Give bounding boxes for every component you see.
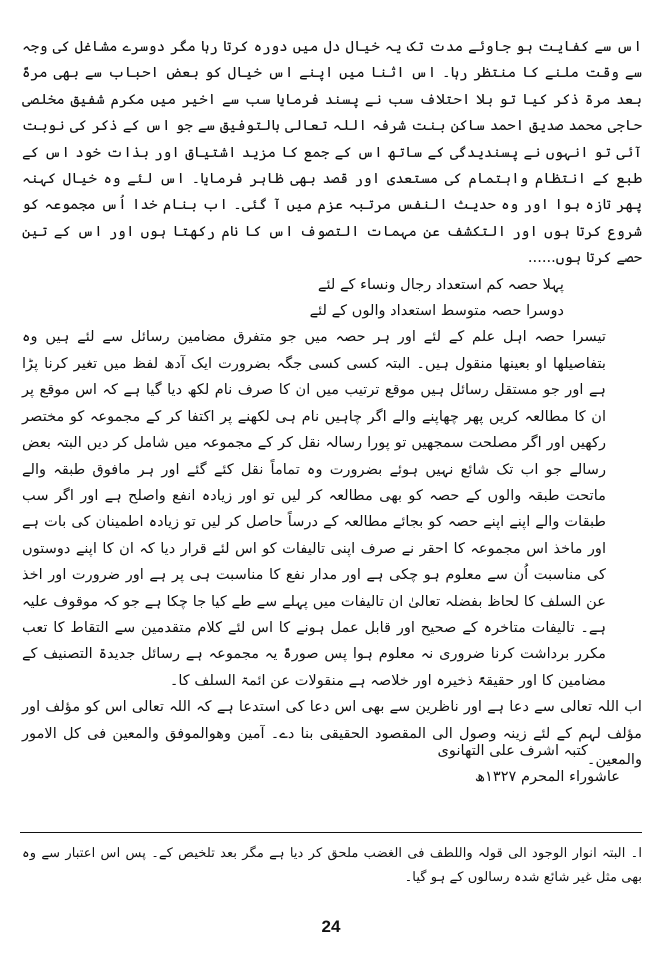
part-three-paragraph: تیسرا حصہ اہل علم کے لئے اور ہر حصہ میں جو متفرق مضامین رسائل سے لئے ہیں وہ بتفاصیلھا او بعینھا منقول ہیں۔ البتہ کسی کسی جگہ بضرورت ایک آدھ لفظ میں تغیر کرنا پڑا ہے اور جو مستقل رسائل ہیں موقع ترتیب میں ان کا صرف نام لکھ دیا گیا ہے کہ اس موقع پر ان کا مطالعہ کریں پھر چھاپنے والے اگر چاہیں نام ہی لکھنے پر اکتفا کر کے مجموعہ کو مختصر رکھیں اور اگر مصلحت سمجھیں تو پورا رسالہ نقل کر کے مجموعہ میں شامل کر دیں البتہ بعض رسالے جو اب تک شائع نہیں ہوئے بضرورت وہ تماماً نقل کئے گئے اور ہر مافوق طبقہ والے ماتحت طبقہ والوں کے حصہ کو بھی مطالعہ کر لیں تو اور زیادہ انفع واصلح ہے اور اگر سب طبقات والے اپنے اپنے حصہ کو بجائے مطالعہ کے درساً حاصل کر لیں تو زیادہ اطمینان کی بات ہے اور ماخذ اس مجموعہ کا احقر نے صرف اپنی تالیفات کو اس لئے قرار دیا کہ ان کا اپنے دوستوں کی مناسبت اُن سے معلوم ہو چکی ہے اور مدار نفع کا مناسبت ہی پر ہے اور ضرورت اور اخذ عن السلف کا لحاظ بفضلہ تعالیٰ ان تالیفات میں پہلے سے طے کیا جا چکا ہے جو کہ موقوف علیہ ہے۔ تالیفات متاخرہ کے صحیح اور قابل عمل ہونے کا اس لئے کلام متقدمین سے التقاط کا تعب مکرر برداشت کرنا ضروری نہ معلوم ہوا پس صورۃً یہ مجموعہ ہے رسائل جدیدۃ التصنیف کے مضامین کا اور حقیقۃً ذخیرہ اور خلاصہ ہے منقولات عن ائمۃ السلف کا۔ [22, 328, 606, 689]
main-text-block [22, 34, 642, 773]
author-signature: کتبہ اشرف علی التھانوی [437, 742, 588, 759]
signature-block [40, 738, 640, 790]
prayer-paragraph: اب اللہ تعالی سے دعا ہے اور ناظرین سے بھی اس دعا کی استدعا ہے کہ اللہ تعالی اس کو مؤلف اور مؤلف لہم کے لئے زینہ وصول الی المقصود الحقیقی بنا دے۔ آمین وھوالموفق والمعین فی کل الامور والمعین۔ [22, 698, 642, 768]
intro-paragraph: اس سے کفایت ہو جاوئے مدت تک یہ خیال دل میں دورہ کرتا رہا مگر دوسرے مشاغل کی وجہ سے وقت ملنے کا منتظر رہا۔ اس اثنا میں اپنے اس خیال کو بعض احباب سے بھی مرۃً بعد مرۃ ذکر کیا تو بلا احتلاف سب نے پسند فرمایا سب سے اخیر میں مکرم شفیق مخلصی حاجی محمد صدیق احمد ساکن بنت شرفہ اللہ تعالی بالتوفیق سے جو اس کے ذکر کی نوبت آئی تو انہوں نے پسندیدگی کے ساتھ اس کے جمع کا مزید اشتیاق اور بذات خود اس کے طبع کے انتظام واہتمام کی مستعدی اور قصد بھی ظاہر فرمایا۔ اس لئے وہ خیال کہنہ پھر تازہ ہوا اور وہ حدیث النفس مرتبہ عزم میں آ گئی۔ اب بنام خدا اُس مجموعہ کو شروع کرتا ہوں اور التکشف عن مہمات التصوف اس کا نام رکھتا ہوں اور اس کے تین حصے کرتا ہوں...... [22, 38, 642, 267]
part-one-line: پہلا حصہ کم استعداد رجال ونساء کے لئے [317, 275, 564, 293]
page-number: 24 [321, 917, 341, 936]
footnote-divider [20, 832, 642, 833]
part-two-line: دوسرا حصہ متوسط استعداد والوں کے لئے [309, 302, 564, 320]
signature-date: عاشوراء المحرم ۱۳۲۷ھ [474, 768, 620, 785]
footnote: ا۔ البتہ انوار الوجود الی قولہ واللطف فی الغضب ملحق کر دیا ہے مگر بعد تلخیص کے۔ پس اس اعتبار سے وہ بھی مثل غیر شائع شدہ رسالوں کے ہو گیا۔ [22, 846, 642, 885]
